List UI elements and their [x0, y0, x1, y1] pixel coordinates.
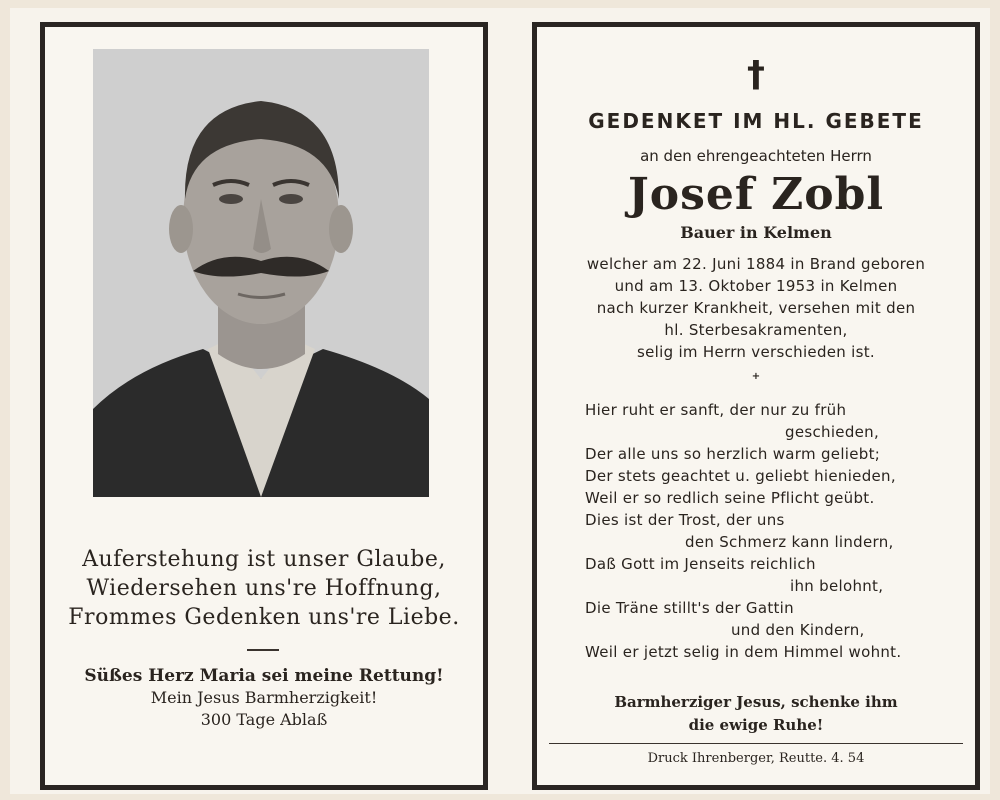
poem-line: Dies ist der Trost, der uns [585, 511, 785, 529]
poem-line: und den Kindern, [731, 621, 865, 639]
cross-icon: † [747, 54, 765, 95]
prayer-text [45, 665, 483, 731]
memorial-card-sheet [10, 8, 990, 794]
footer-rule [549, 743, 963, 744]
deceased-name: Josef Zobl [627, 169, 885, 220]
motto-line: Wiedersehen uns're Hoffnung, [86, 576, 442, 601]
intro-text: an den ehrengeachteten Herrn [640, 147, 872, 165]
bio-line: und am 13. Oktober 1953 in Kelmen [614, 277, 898, 295]
poem-line: Die Träne stillt's der Gattin [585, 599, 794, 617]
bio-line: selig im Herrn verschieden ist. [637, 343, 875, 361]
bio-line: welcher am 22. Juni 1884 in Brand geboren [586, 255, 926, 273]
bio-line: nach kurzer Krankheit, versehen mit den [596, 299, 916, 317]
poem-line: Hier ruht er sanft, der nur zu früh [585, 401, 847, 419]
prayer-line: Mein Jesus Barmherzigkeit! [150, 688, 378, 707]
poem-line: Der stets geachtet u. geliebt hienieden, [585, 467, 896, 485]
portrait-photo [93, 49, 429, 497]
card-title: GEDENKET IM HL. GEBETE [588, 109, 924, 133]
poem-line: Der alle uns so herzlich warm geliebt; [585, 445, 881, 463]
separator-mark: + [751, 371, 761, 382]
right-card [532, 22, 980, 790]
occupation: Bauer in Kelmen [680, 223, 832, 242]
motto-text [45, 545, 483, 632]
poem-line: geschieden, [785, 423, 880, 441]
prayer-line: Süßes Herz Maria sei meine Rettung! [84, 666, 444, 686]
biography [537, 253, 975, 363]
poem [585, 399, 945, 663]
poem-line: ihn belohnt, [790, 577, 884, 595]
poem-line: den Schmerz kann lindern, [685, 533, 894, 551]
poem-line: Daß Gott im Jenseits reichlich [585, 555, 816, 573]
poem-line: Weil er jetzt selig in dem Himmel wohnt. [585, 643, 902, 661]
left-card [40, 22, 488, 790]
prayer-line: 300 Tage Ablaß [200, 710, 328, 729]
bio-line: hl. Sterbesakramenten, [664, 321, 848, 339]
printer-imprint: Druck Ihrenberger, Reutte. 4. 54 [647, 751, 865, 766]
poem-line: Weil er so redlich seine Pflicht geübt. [585, 489, 875, 507]
motto-line: Frommes Gedenken uns're Liebe. [68, 605, 460, 630]
invocation-line: Barmherziger Jesus, schenke ihm [614, 693, 898, 711]
portrait-illustration [93, 49, 429, 497]
motto-line: Auferstehung ist unser Glaube, [82, 547, 446, 572]
invocation-line: die ewige Ruhe! [688, 716, 824, 734]
divider [247, 649, 279, 651]
invocation [537, 691, 975, 737]
